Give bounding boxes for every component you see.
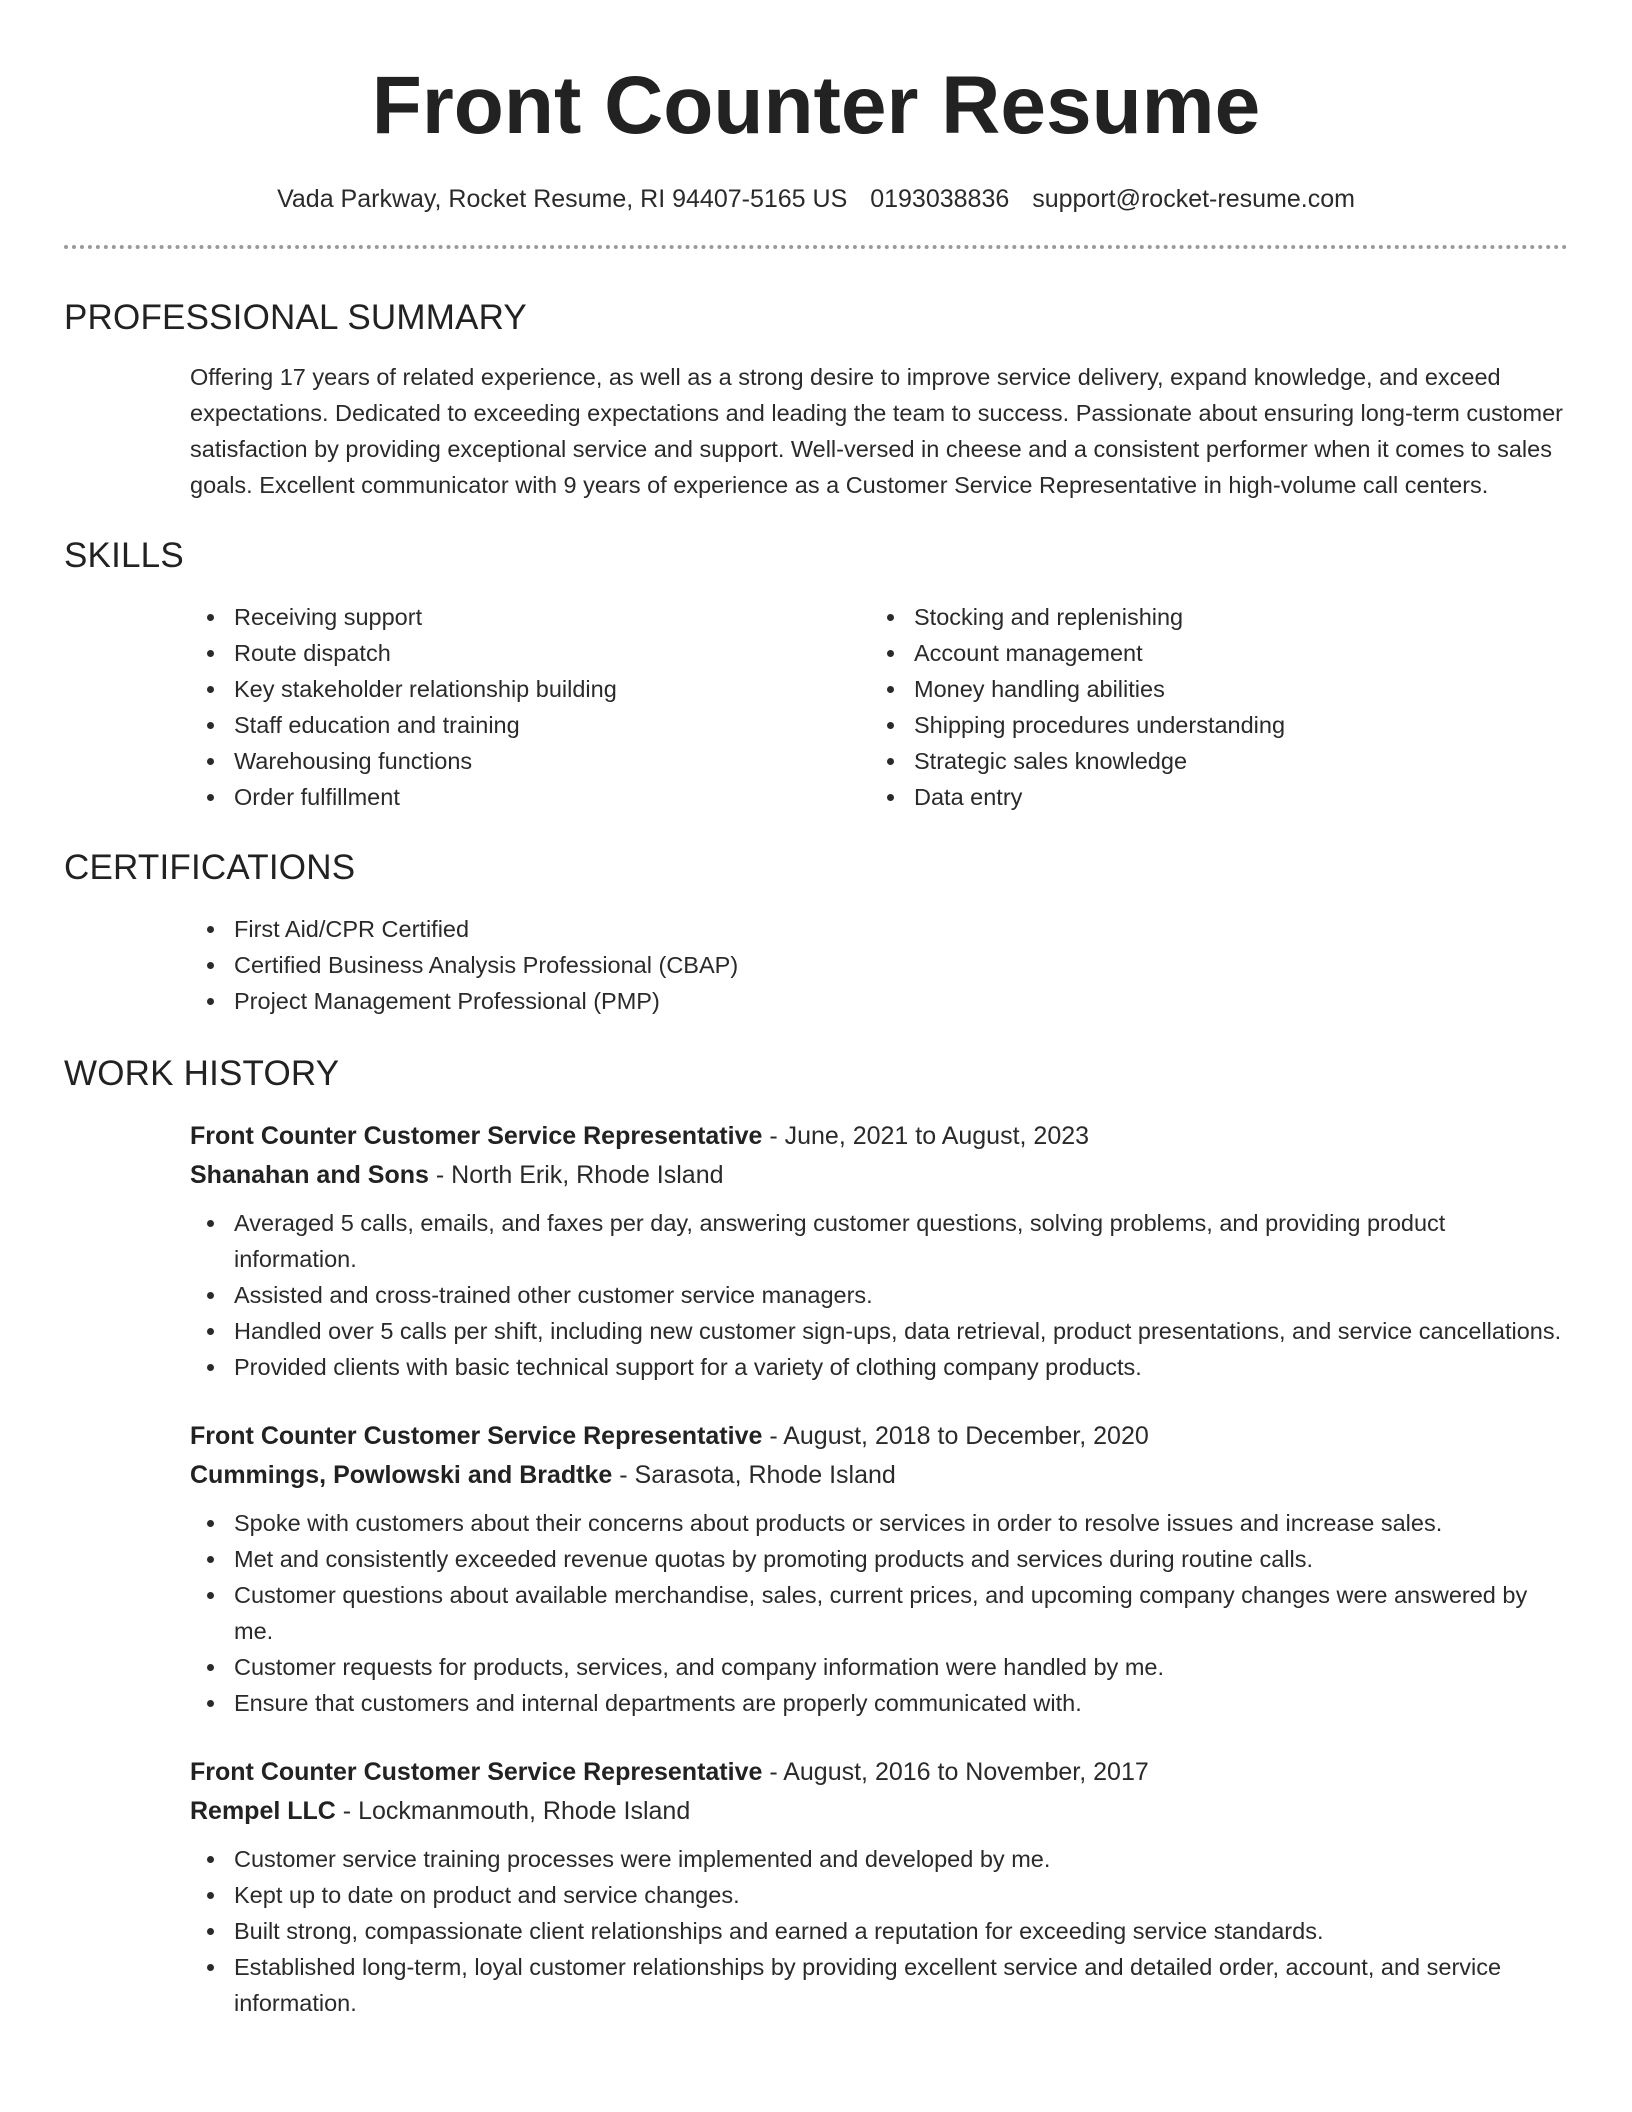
job-title: Front Counter Customer Service Representative	[190, 1422, 763, 1450]
skill-item: Receiving support	[234, 599, 870, 635]
job-bullet: Established long-term, loyal customer relationships by providing excellent service and detailed order, account, and service information.	[234, 1949, 1570, 2021]
job-bullets	[190, 1505, 1570, 1721]
job-company: Rempel LLC	[190, 1797, 336, 1825]
job-location: - North Erik, Rhode Island	[428, 1161, 724, 1189]
summary-text: Offering 17 years of related experience, as well as a strong desire to improve service delivery, expand knowledge, and exceed expectations. Dedicated to exceeding expectations and leading the team to success. Passionate about ensuring long-term customer satisfaction by providing exceptional service and support. Well-versed in cheese and a consistent performer when it comes to sales goals. Excellent communicator with 9 years of experience as a Customer Service Representative in high-volume call centers.	[190, 364, 1563, 498]
skill-item: Warehousing functions	[234, 743, 870, 779]
skill-item: Order fulfillment	[234, 779, 870, 815]
job-bullet: Customer requests for products, services, and company information were handled by me.	[234, 1649, 1570, 1685]
job-bullet: Met and consistently exceeded revenue quotas by promoting products and services during routine calls.	[234, 1541, 1570, 1577]
job-dates: - August, 2018 to December, 2020	[762, 1422, 1149, 1450]
skill-item: Money handling abilities	[914, 671, 1550, 707]
job-entry-2	[190, 1417, 1568, 1721]
job-company: Shanahan and Sons	[190, 1161, 429, 1189]
skill-item: Stocking and replenishing	[914, 599, 1550, 635]
job-dates: - August, 2016 to November, 2017	[762, 1758, 1149, 1786]
job-location: - Lockmanmouth, Rhode Island	[335, 1797, 691, 1825]
job-title-line	[190, 1753, 1568, 1791]
job-title-line	[190, 1417, 1568, 1455]
skills-heading: SKILLS	[64, 536, 184, 575]
job-company-line	[190, 1455, 1568, 1495]
certification-item: Project Management Professional (PMP)	[234, 983, 1568, 1019]
certification-item: Certified Business Analysis Professional (CBAP)	[234, 947, 1568, 983]
job-bullet: Ensure that customers and internal departments are properly communicated with.	[234, 1685, 1570, 1721]
job-company: Cummings, Powlowski and Bradtke	[190, 1461, 613, 1489]
job-company-line	[190, 1791, 1568, 1831]
skill-item: Strategic sales knowledge	[914, 743, 1550, 779]
job-bullet: Kept up to date on product and service changes.	[234, 1877, 1570, 1913]
work-history-heading: WORK HISTORY	[64, 1054, 340, 1093]
job-bullet: Spoke with customers about their concerns about products or services in order to resolve issues and increase sales.	[234, 1505, 1570, 1541]
job-dates: - June, 2021 to August, 2023	[762, 1122, 1090, 1150]
job-title: Front Counter Customer Service Representative	[190, 1758, 763, 1786]
skill-item: Shipping procedures understanding	[914, 707, 1550, 743]
skills-grid	[190, 599, 1568, 815]
job-bullets	[190, 1205, 1570, 1385]
resume-page	[64, 0, 1568, 2021]
job-bullet: Customer service training processes were implemented and developed by me.	[234, 1841, 1570, 1877]
job-bullet: Assisted and cross-trained other customer service managers.	[234, 1277, 1570, 1313]
certifications-list	[190, 911, 1568, 1019]
summary-heading: PROFESSIONAL SUMMARY	[64, 298, 527, 337]
skills-list-right	[870, 599, 1550, 815]
skill-item: Account management	[914, 635, 1550, 671]
skills-column-right	[870, 599, 1550, 815]
job-bullet: Provided clients with basic technical support for a variety of clothing company products.	[234, 1349, 1570, 1385]
job-bullets	[190, 1841, 1570, 2021]
skills-list-left	[190, 599, 870, 815]
skill-item: Data entry	[914, 779, 1550, 815]
skill-item: Key stakeholder relationship building	[234, 671, 870, 707]
skills-column-left	[190, 599, 870, 815]
job-bullet: Averaged 5 calls, emails, and faxes per day, answering customer questions, solving problems, and providing product information.	[234, 1205, 1570, 1277]
job-entry-1	[190, 1117, 1568, 1385]
job-company-line	[190, 1155, 1568, 1195]
contact-line	[64, 182, 1568, 216]
job-entry-3	[190, 1753, 1568, 2021]
job-bullet: Customer questions about available merchandise, sales, current prices, and upcoming company changes were answered by me.	[234, 1577, 1570, 1649]
job-bullet: Built strong, compassionate client relationships and earned a reputation for exceeding service standards.	[234, 1913, 1570, 1949]
job-location: - Sarasota, Rhode Island	[612, 1461, 896, 1489]
skill-item: Staff education and training	[234, 707, 870, 743]
job-bullet: Handled over 5 calls per shift, including new customer sign-ups, data retrieval, product presentations, and service cancellations.	[234, 1313, 1570, 1349]
job-title-line	[190, 1117, 1568, 1155]
certifications-heading: CERTIFICATIONS	[64, 848, 356, 887]
certification-item: First Aid/CPR Certified	[234, 911, 1568, 947]
resume-title: Front Counter Resume	[371, 60, 1261, 151]
contact-email: support@rocket-resume.com	[1032, 185, 1355, 213]
certifications-bullets	[190, 911, 1568, 1019]
contact-phone: 0193038836	[870, 185, 1010, 213]
skill-item: Route dispatch	[234, 635, 870, 671]
contact-address: Vada Parkway, Rocket Resume, RI 94407-5165 US	[277, 185, 848, 213]
job-title: Front Counter Customer Service Representative	[190, 1122, 763, 1150]
header-divider	[64, 245, 1568, 249]
